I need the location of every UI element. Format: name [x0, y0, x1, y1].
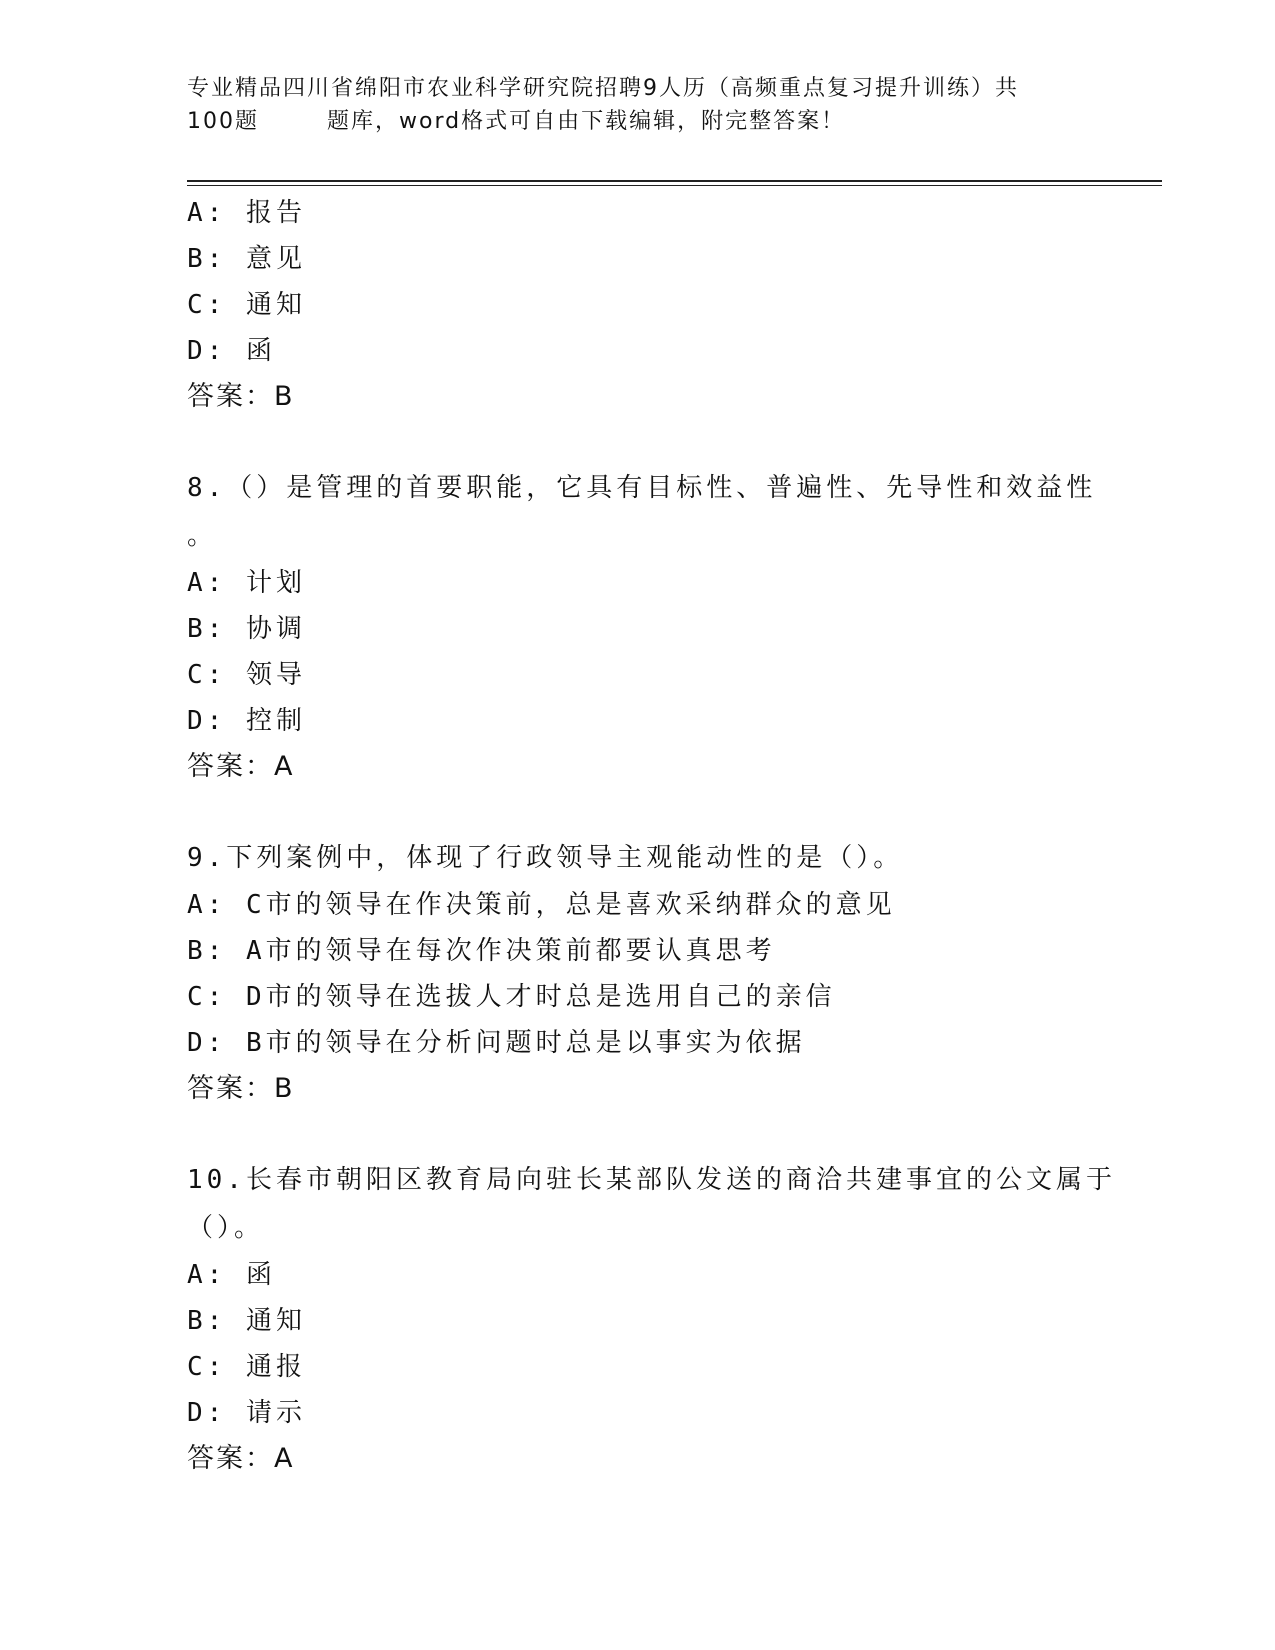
option-c: C: 领导: [187, 660, 306, 690]
option-c: C: D市的领导在选拔人才时总是选用自己的亲信: [187, 982, 836, 1012]
question-stem: 10.长春市朝阳区教育局向驻长某部队发送的商洽共建事宜的公文属于: [187, 1165, 1116, 1195]
question-count: 100题: [187, 109, 259, 134]
option-d: D: B市的领导在分析问题时总是以事实为依据: [187, 1028, 806, 1058]
option-d: D: 控制: [187, 706, 306, 736]
option-b: B: A市的领导在每次作决策前都要认真思考: [187, 936, 776, 966]
answer-line: 答案：B: [187, 381, 295, 412]
question-block-8: [187, 464, 1097, 790]
header-line-2: [187, 105, 1087, 138]
question-list: [187, 190, 1116, 1482]
option-a: A: 计划: [187, 568, 306, 598]
question-block-10: [187, 1156, 1116, 1482]
option-b: B: 通知: [187, 1306, 306, 1336]
answer-line: 答案：B: [187, 1073, 295, 1104]
question-stem-continued: 。: [187, 521, 218, 551]
option-c: C: 通知: [187, 290, 306, 320]
document-header: [187, 72, 1087, 138]
question-stem-continued: （）。: [187, 1213, 265, 1243]
question-block-7: [187, 190, 1087, 420]
header-divider: [187, 180, 1162, 186]
option-c: C: 通报: [187, 1352, 306, 1382]
question-block-9: [187, 834, 1087, 1112]
question-stem: 8.（）是管理的首要职能，它具有目标性、普遍性、先导性和效益性: [187, 473, 1097, 503]
option-a: A: 报告: [187, 198, 306, 228]
header-line-1: 专业精品四川省绵阳市农业科学研究院招聘9人历（高频重点复习提升训练）共: [187, 76, 1019, 101]
answer-line: 答案：A: [187, 751, 295, 782]
question-stem: 9.下列案例中，体现了行政领导主观能动性的是（）。: [187, 843, 904, 873]
option-d: D: 函: [187, 336, 276, 366]
option-a: A: 函: [187, 1260, 276, 1290]
option-a: A: C市的领导在作决策前，总是喜欢采纳群众的意见: [187, 890, 896, 920]
option-b: B: 协调: [187, 614, 306, 644]
answer-line: 答案：A: [187, 1443, 295, 1474]
option-d: D: 请示: [187, 1398, 306, 1428]
option-b: B: 意见: [187, 244, 306, 274]
header-description: 题库，word格式可自由下载编辑，附完整答案！: [327, 109, 846, 134]
